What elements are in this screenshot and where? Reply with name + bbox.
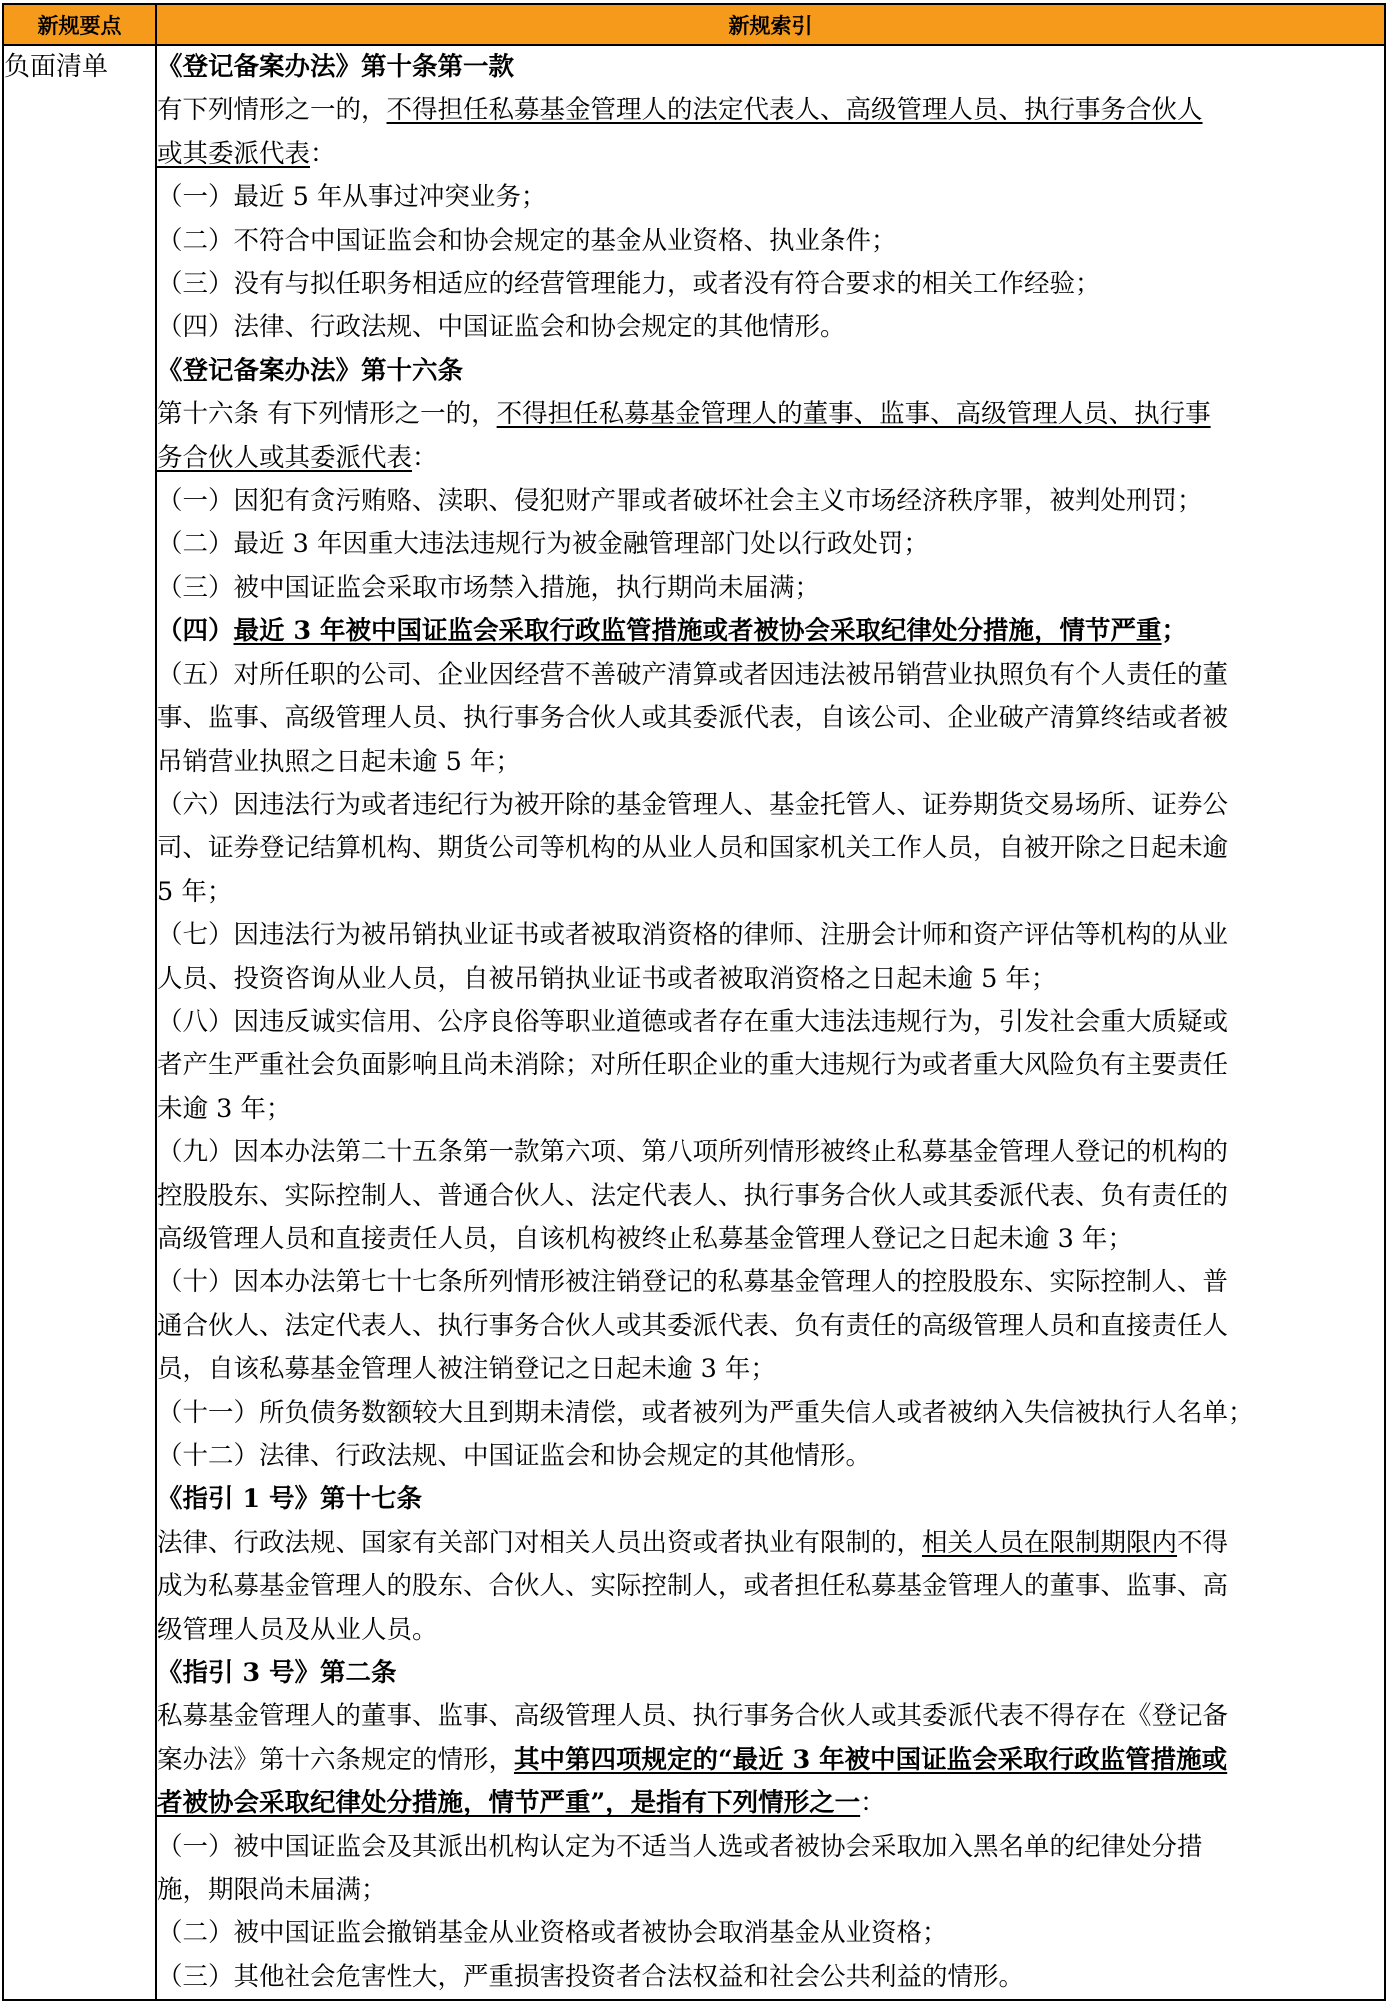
text-segment: 控股股东、实际控制人、普通合伙人、法定代表人、执行事务合伙人或其委派代表、负有责任的 <box>157 1180 1229 1211</box>
text-segment: （十）因本办法第七十七条所列情形被注销登记的私募基金管理人的控股股东、实际控制人、普 <box>157 1267 1229 1298</box>
text-line <box>157 1565 1384 1608</box>
text-line <box>157 306 1384 349</box>
text-segment: 其中第四项规定的“最近 3 年被中国证监会采取行政监管措施或 <box>514 1744 1228 1775</box>
text-line <box>157 1305 1384 1348</box>
text-line <box>157 1044 1384 1087</box>
regulation-table <box>2 3 1386 2001</box>
text-segment: 5 年； <box>157 876 233 907</box>
text-line <box>157 1175 1384 1218</box>
text-segment: （一）被中国证监会及其派出机构认定为不适当人选或者被协会采取加入黑名单的纪律处分措 <box>157 1831 1203 1862</box>
text-segment: 成为私募基金管理人的股东、合伙人、实际控制人，或者担任私募基金管理人的董事、监事、高 <box>157 1571 1229 1602</box>
text-line <box>157 654 1384 697</box>
text-segment: 《登记备案办法》第十六条 <box>157 355 464 386</box>
text-segment: 通合伙人、法定代表人、执行事务合伙人或其委派代表、负有责任的高级管理人员和直接责任人 <box>157 1310 1229 1341</box>
text-segment: ： <box>412 442 438 473</box>
text-segment: 吊销营业执照之日起未逾 5 年； <box>157 746 521 777</box>
text-line <box>157 1826 1384 1869</box>
text-segment: 员，自该私募基金管理人被注销登记之日起未逾 3 年； <box>157 1354 776 1385</box>
table-header-row <box>3 4 1385 45</box>
text-line <box>157 176 1384 219</box>
text-segment: （十二）法律、行政法规、中国证监会和协会规定的其他情形。 <box>157 1441 872 1471</box>
text-segment: 最近 3 年被中国证监会采取行政监管措施或者被协会采取纪律处分措施，情节严重 <box>233 616 1162 647</box>
text-line <box>157 1652 1384 1695</box>
text-line <box>157 784 1384 827</box>
text-line <box>157 1478 1384 1521</box>
text-segment: ； <box>1161 616 1188 647</box>
text-segment: 有下列情形之一的， <box>157 95 387 126</box>
text-line <box>157 393 1384 436</box>
text-line <box>157 610 1384 653</box>
regulation-lines <box>157 46 1384 1999</box>
text-segment: ： <box>860 1788 886 1819</box>
text-segment: （一）因犯有贪污贿赂、渎职、侵犯财产罪或者破坏社会主义市场经济秩序罪，被判处刑罚； <box>157 486 1203 517</box>
text-line <box>157 480 1384 523</box>
text-segment: 案办法》第十六条规定的情形， <box>157 1744 515 1775</box>
text-segment: 者产生严重社会负面影响且尚未消除；对所任职企业的重大违规行为或者重大风险负有主要责任 <box>157 1050 1229 1081</box>
text-segment: 不得 <box>1177 1527 1229 1558</box>
text-line <box>157 220 1384 263</box>
row-label-negative-list: 负面清单 <box>3 45 156 2000</box>
text-line <box>157 350 1384 393</box>
text-segment: （二）不符合中国证监会和协会规定的基金从业资格、执业条件； <box>157 225 897 256</box>
text-segment: （六）因违法行为或者违纪行为被开除的基金管理人、基金托管人、证券期货交易场所、证券公 <box>157 789 1229 820</box>
table-row <box>3 45 1385 2000</box>
text-segment: （四）法律、行政法规、中国证监会和协会规定的其他情形。 <box>157 312 846 343</box>
text-line <box>157 133 1384 176</box>
text-segment: （八）因违反诚实信用、公序良俗等职业道德或者存在重大违法违规行为，引发社会重大质疑或 <box>157 1006 1229 1037</box>
text-line <box>157 1218 1384 1261</box>
text-segment: 高级管理人员和直接责任人员，自该机构被终止私募基金管理人登记之日起未逾 3 年； <box>157 1223 1133 1254</box>
text-line <box>157 437 1384 480</box>
text-line <box>157 1131 1384 1174</box>
text-segment: 《登记备案办法》第十条第一款 <box>157 52 515 82</box>
text-segment: 级管理人员及从业人员。 <box>157 1614 438 1645</box>
text-line <box>157 1609 1384 1652</box>
text-line <box>157 1869 1384 1912</box>
text-line <box>157 523 1384 566</box>
text-segment: （十一）所负债务数额较大且到期未清偿，或者被列为严重失信人或者被纳入失信被执行人名单； <box>157 1397 1254 1428</box>
text-line <box>157 1088 1384 1131</box>
text-line <box>157 1392 1384 1435</box>
text-line <box>157 1522 1384 1565</box>
text-line <box>157 827 1384 870</box>
text-line <box>157 1782 1384 1825</box>
text-segment: 私募基金管理人的董事、监事、高级管理人员、执行事务合伙人或其委派代表不得存在《登记备 <box>157 1701 1229 1732</box>
text-line <box>157 89 1384 132</box>
text-line <box>157 1912 1384 1955</box>
text-segment: ： <box>310 138 336 169</box>
text-segment: （四） <box>157 616 234 647</box>
text-line <box>157 871 1384 914</box>
text-segment: 者被协会采取纪律处分措施，情节严重”，是指有下列情形之一 <box>157 1788 861 1819</box>
text-segment: （二）被中国证监会撤销基金从业资格或者被协会取消基金从业资格； <box>157 1918 948 1949</box>
text-segment: 未逾 3 年； <box>157 1093 292 1124</box>
text-line <box>157 1001 1384 1044</box>
text-segment: 司、证券登记结算机构、期货公司等机构的从业人员和国家机关工作人员，自被开除之日起未逾 <box>157 833 1229 864</box>
text-line <box>157 567 1384 610</box>
text-segment: （五）对所任职的公司、企业因经营不善破产清算或者因违法被吊销营业执照负有个人责任的董 <box>157 659 1229 690</box>
text-segment: 相关人员在限制期限内 <box>922 1527 1178 1558</box>
text-segment: 事、监事、高级管理人员、执行事务合伙人或其委派代表，自该公司、企业破产清算终结或者被 <box>157 703 1229 734</box>
text-line <box>157 697 1384 740</box>
text-segment: 人员、投资咨询从业人员，自被吊销执业证书或者被取消资格之日起未逾 5 年； <box>157 963 1057 994</box>
text-segment: （三）没有与拟任职务相适应的经营管理能力，或者没有符合要求的相关工作经验； <box>157 269 1101 300</box>
text-segment: 法律、行政法规、国家有关部门对相关人员出资或者执业有限制的， <box>157 1527 923 1558</box>
text-line <box>157 1261 1384 1304</box>
text-segment: （二）最近 3 年因重大违法违规行为被金融管理部门处以行政处罚； <box>157 529 929 560</box>
text-segment: 不得担任私募基金管理人的法定代表人、高级管理人员、执行事务合伙人 <box>386 95 1203 126</box>
text-segment: 施，期限尚未届满； <box>157 1875 387 1906</box>
text-segment: （三）其他社会危害性大，严重损害投资者合法权益和社会公共利益的情形。 <box>157 1961 1025 1992</box>
text-segment: 第十六条 有下列情形之一的， <box>157 399 497 430</box>
text-line <box>157 741 1384 784</box>
text-segment: 或其委派代表 <box>157 138 311 169</box>
text-line <box>157 1695 1384 1738</box>
text-segment: 不得担任私募基金管理人的董事、监事、高级管理人员、执行事 <box>496 399 1211 430</box>
text-line <box>157 958 1384 1001</box>
text-line <box>157 1348 1384 1391</box>
text-line <box>157 1739 1384 1782</box>
text-segment: 务合伙人或其委派代表 <box>157 442 413 473</box>
text-line <box>157 1956 1384 1999</box>
text-line <box>157 46 1384 89</box>
text-segment: （一）最近 5 年从事过冲突业务； <box>157 182 547 213</box>
text-segment: 《指引 3 号》第二条 <box>157 1658 397 1689</box>
header-key-points: 新规要点 <box>3 4 156 45</box>
text-line <box>157 1435 1384 1478</box>
header-regulation-index: 新规索引 <box>156 4 1385 45</box>
text-line <box>157 914 1384 957</box>
text-segment: （三）被中国证监会采取市场禁入措施，执行期尚未届满； <box>157 572 821 603</box>
text-line <box>157 263 1384 306</box>
text-segment: （七）因违法行为被吊销执业证书或者被取消资格的律师、注册会计师和资产评估等机构的从业 <box>157 920 1229 951</box>
text-segment: （九）因本办法第二十五条第一款第六项、第八项所列情形被终止私募基金管理人登记的机构的 <box>157 1137 1229 1168</box>
text-segment: 《指引 1 号》第十七条 <box>157 1484 422 1515</box>
regulation-content <box>156 45 1385 2000</box>
